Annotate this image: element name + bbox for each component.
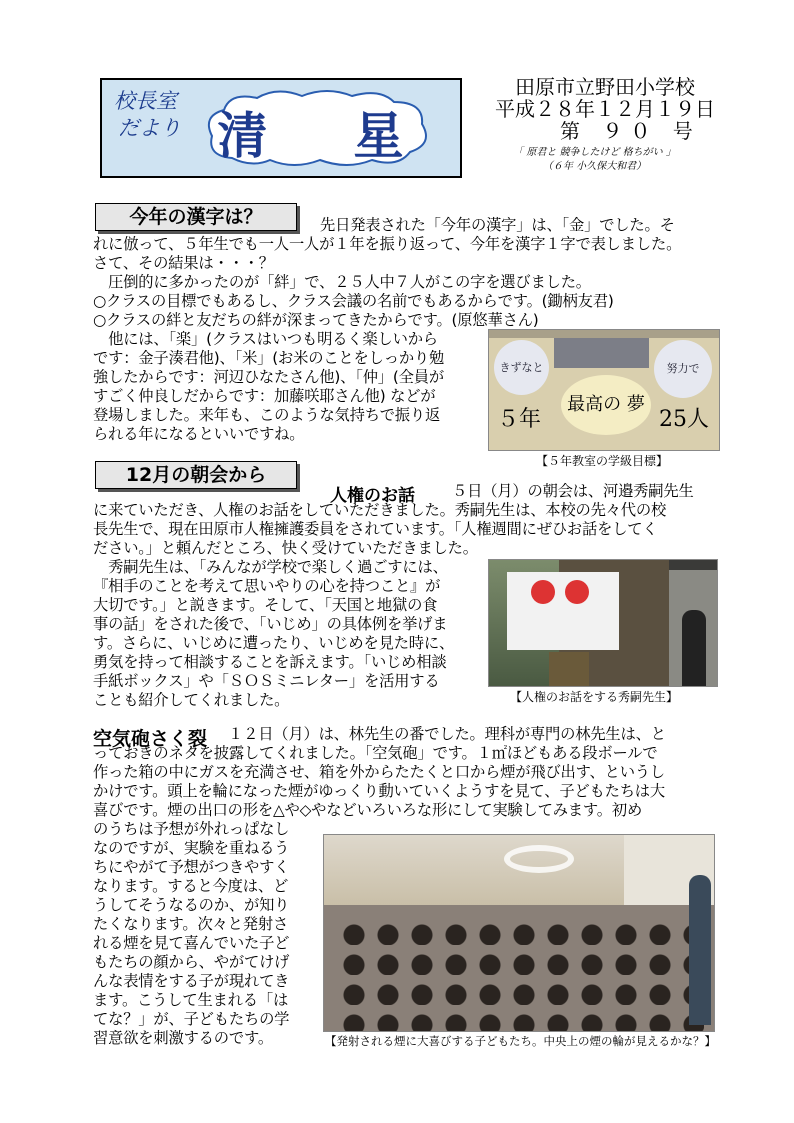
section-heading-air-cannon: 空気砲さく裂 [93, 728, 208, 750]
paragraph-line: れる煙を見て喜んでいた子ど [93, 934, 290, 952]
class-group-photo [554, 338, 649, 368]
paragraph-line: ことも紹介してくれました。 [93, 691, 290, 709]
class-goal-photo [488, 329, 720, 451]
quote-line-2: （６年 小久保大和君） [542, 161, 647, 172]
corner-label-line-2: だより [118, 116, 181, 140]
paragraph-line: ちにやがて予想がつきやすく [93, 858, 290, 876]
paragraph-line: 習意欲を刺激するのです。 [93, 1029, 273, 1047]
school-name: 田原市立野田小学校 [515, 75, 695, 99]
paragraph-line: なります。すると今度は、ど [93, 877, 289, 895]
paragraph-line: です：金子湊君他)、「米」(お米のことをしっかり勉 [93, 349, 445, 367]
paragraph-line: ます。こうして生まれる「は [93, 991, 289, 1009]
paragraph-line: す。さらに、いじめに遭ったり、いじめを見た時に、 [93, 634, 455, 652]
air-cannon-photo [323, 834, 715, 1032]
smoke-ring [504, 845, 574, 873]
paragraph-line: もたちの顔から、やがてけげ [93, 953, 290, 971]
mascot-left [531, 580, 555, 604]
speaker-figure [682, 610, 706, 686]
paragraph-line: 喜びです。煙の出口の形を△や◇やなどいろいろな形にして実験してみます。初め [93, 801, 643, 819]
paragraph-line: 登場しました。来年も、このような気持ちで振り返 [93, 406, 441, 424]
paragraph-line: 事の話」をされた後で、「いじめ」の具体例を挙げま [93, 615, 448, 633]
paragraph-line: っておきのネタを披露してくれました。「空気砲」です。１㎡ほどもある段ボールで [93, 744, 658, 762]
paragraph-line: れに倣って、５年生でも一人一人が１年を振り返って、今年を漢字１字で表しました。 [93, 235, 682, 253]
paragraph-line: 手紙ボックス」や「ＳＯＳミニレター」を活用する [93, 672, 440, 690]
paragraph-line: 圧倒的に多かったのが「絆」で、２５人中７人がこの字を選びました。 [93, 273, 591, 291]
paragraph-line: 先日発表された「今年の漢字」は、「金」でした。そ [320, 216, 675, 234]
paragraph-line: ○クラスの目標でもあるし、クラス会議の名前でもあるからです。(鋤柄友君) [93, 292, 614, 310]
issue-number: 第 ９０ 号 [560, 119, 701, 143]
board-grade: ５年 [497, 407, 542, 432]
mascot-right [565, 580, 589, 604]
board-center-motto: 最高の 夢 [561, 375, 651, 435]
board-circle-left: きずなと [494, 340, 549, 395]
human-rights-talk-photo [488, 559, 718, 687]
header-quote [507, 146, 682, 174]
paragraph-line: うしてそうなるのか、が知り [93, 896, 290, 914]
section-heading-kanji: 今年の漢字は？ [95, 203, 297, 231]
paragraph-line: 他には、「楽」(クラスはいつも明るく楽しいから [93, 330, 438, 348]
subheading-human-rights: 人権のお話 [330, 486, 415, 506]
board-circle-right: 努力で [654, 340, 712, 398]
paragraph-line: 作った箱の中にガスを充満させ、箱を外からたたくと口から煙が飛び出す、というし [93, 763, 666, 781]
paragraph-line: んな表情をする子が現れてき [93, 972, 290, 990]
corner-label-line-1: 校長室 [114, 89, 177, 113]
paragraph-line: かけです。頭上を輪になった煙がゆっくり動いていくようすを見て、子どもたちは大 [93, 782, 666, 800]
paragraph-line: さて、その結果は・・・？ [93, 254, 274, 272]
paragraph-line: のうちは予想が外れっぱなし [93, 820, 290, 838]
teacher-figure [689, 875, 711, 1025]
lectern [549, 652, 589, 686]
paragraph-line: １２日（月）は、林先生の番でした。理科が専門の林先生は、と [228, 725, 666, 743]
photo-caption-class-goal: 【５年教室の学級目標】 [536, 454, 669, 468]
paragraph-line: 勇気を持って相談することを訴えます。「いじめ相談 [93, 653, 447, 671]
paragraph-line: 大切です。」と説きます。そして、「天国と地獄の食 [93, 596, 438, 614]
issue-date: 平成２８年１２月１９日 [495, 97, 715, 121]
paragraph-line: ５日（月）の朝会は、河邉秀嗣先生 [452, 482, 694, 500]
photo-caption-air-cannon: 【発射される煙に大喜びする子どもたち。中央上の煙の輪が見えるかな？】 [325, 1034, 716, 1048]
board-frame [489, 330, 719, 338]
paragraph-line: 長先生で、現在田原市人権擁護委員をされています。「人権週間にぜひお話をしてく [93, 520, 658, 538]
paragraph-line: てな？」が、子どもたちの学 [93, 1010, 290, 1028]
paragraph-line: ○クラスの絆と友だちの絆が深まってきたからです。(原悠華さん) [93, 311, 539, 329]
paragraph-line: たくなります。次々と発射さ [93, 915, 289, 933]
paragraph-line: すごく仲良しだからです：加藤咲耶さん他) などが [93, 387, 436, 405]
quote-line-1: 「 原君と 競争したけど 格ちがい 」 [513, 147, 676, 158]
board-count: 25人 [659, 407, 709, 432]
corner-label [114, 88, 194, 142]
children-heads [334, 915, 704, 1031]
masthead-box [100, 78, 462, 178]
paragraph-line: ださい。」と頼んだところ、快く受けていただきました。 [93, 539, 478, 557]
projector-screen [507, 572, 619, 650]
paragraph-line: に来ていただき、人権のお話をしていただきました。秀嗣先生は、本校の先々代の校 [93, 501, 667, 519]
section-heading-assembly: 12月の朝会から [95, 461, 297, 489]
photo-caption-talk: 【人権のお話をする秀嗣先生】 [510, 690, 679, 704]
paragraph-line: 『相手のことを考えて思いやりの心を持つこと』が [93, 577, 441, 595]
paragraph-line: 秀嗣先生は、「みんなが学校で楽しく過ごすには、 [93, 558, 448, 576]
newsletter-title: 清 星 [217, 106, 422, 165]
paragraph-line: られる年になるといいですね。 [93, 425, 305, 443]
paragraph-line: 強したからです：河辺ひなたさん他)、「仲」(全員が [93, 368, 444, 386]
paragraph-line: なのですが、実験を重ねるう [93, 839, 290, 857]
